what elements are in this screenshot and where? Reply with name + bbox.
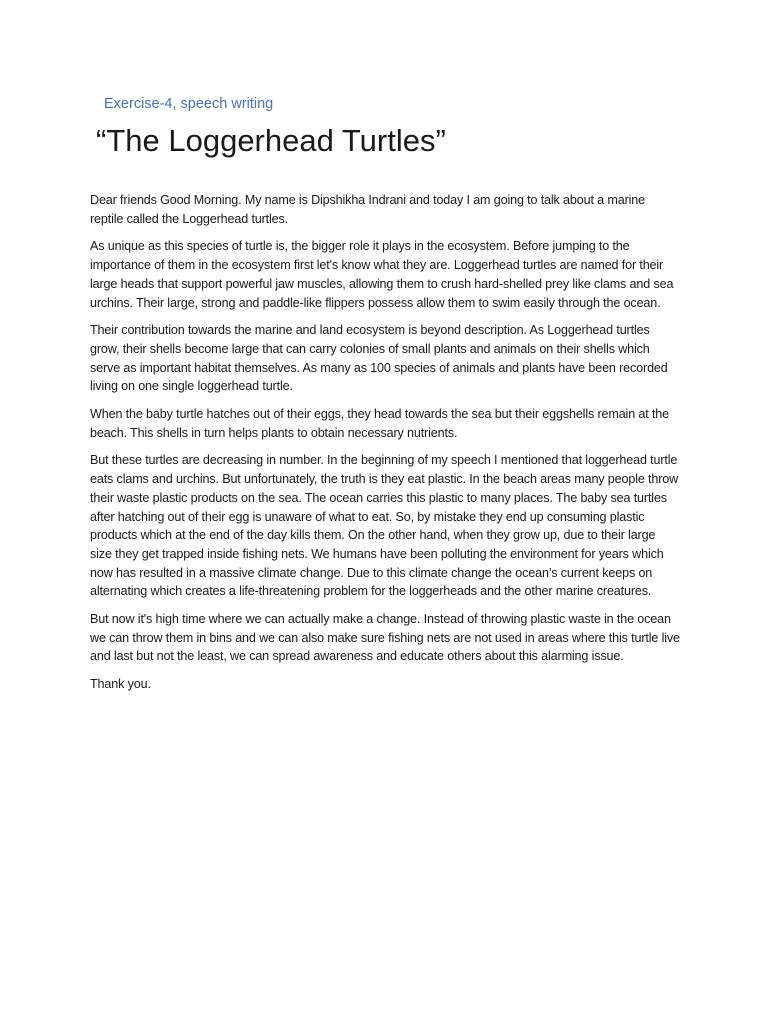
paragraph-introduction: As unique as this species of turtle is, the bigger role it plays in the ecosystem. Before jumping to the importance of them in the ecosystem first let's know what they are. Loggerhead turtles are named for their large heads that support powerful jaw muscles, allowing them to crush hard-shelled prey like clams and sea urchins. Their large, strong and paddle-like flippers possess allow them to swim easily through the ocean. <box>90 239 674 310</box>
paragraph-call-to-action: But now it's high time where we can actually make a change. Instead of throwing plastic waste in the ocean we can throw them in bins and we can also make sure fishing nets are not used in areas where this turtle live and last but not the least, we can spread awareness and educate others about this alarming issue. <box>90 612 680 664</box>
speech-title: “The Loggerhead Turtles” <box>96 123 446 158</box>
paragraph-contribution: Their contribution towards the marine and land ecosystem is beyond description. As Loggerhead turtles grow, their shells become large that can carry colonies of small plants and animals on their shells which serve as important habitat themselves. As many as 100 species of animals and plants have been recorded living on one single loggerhead turtle. <box>90 323 668 394</box>
exercise-subtitle: Exercise-4, speech writing <box>104 96 274 112</box>
paragraph-hatching: When the baby turtle hatches out of their eggs, they head towards the sea but their eggshells remain at the beach. This shells in turn helps plants to obtain necessary nutrients. <box>90 407 670 440</box>
paragraph-greeting: Dear friends Good Morning. My name is Dipshikha Indrani and today I am going to talk about a marine reptile called the Loggerhead turtles. <box>90 193 645 226</box>
paragraph-thanks: Thank you. <box>90 677 151 692</box>
speech-body <box>90 191 680 703</box>
paragraph-decline: But these turtles are decreasing in number. In the beginning of my speech I mentioned that loggerhead turtle eats clams and urchins. But unfortunately, the truth is they eat plastic. In the beach areas many people throw their waste plastic products on the sea. The ocean carries this plastic to many places. The baby sea turtles after hatching out of their egg is unaware of what to eat. So, by mistake they end up consuming plastic products which at the end of the day kills them. On the other hand, when they grow up, due to their large size they get trapped inside fishing nets. We humans have been polluting the environment for years which now has resulted in a massive climate change. Due to this climate change the ocean’s current keeps on alternating which creates a life-threatening problem for the loggerheads and the other marine creatures. <box>90 453 679 599</box>
